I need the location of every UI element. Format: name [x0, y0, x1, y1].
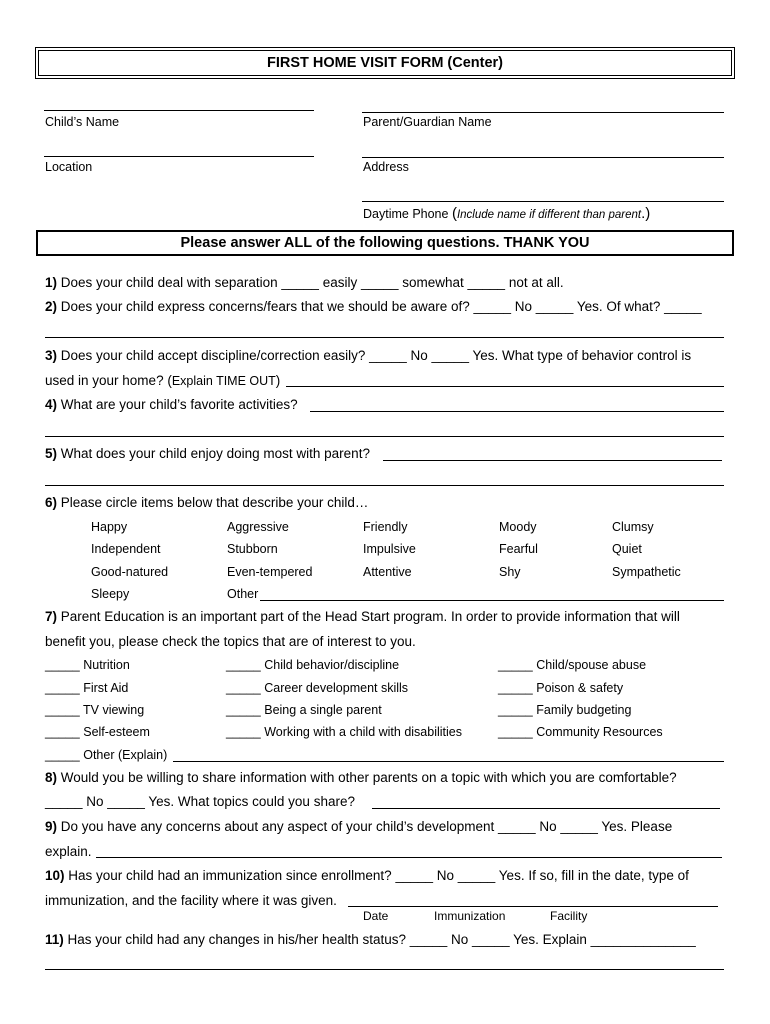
form-title-box: [35, 47, 735, 79]
q5-number: 5): [45, 446, 58, 461]
question-3-cont: [45, 373, 280, 388]
topic-child-spouse-abuse[interactable]: _____ Child/spouse abuse: [498, 658, 647, 672]
topic-poison-safety[interactable]: _____ Poison & safety: [498, 681, 624, 695]
q11-text: Has your child had any changes in his/her health status? _____ No _____ Yes. Explain ______________: [67, 932, 696, 947]
topic-nutrition[interactable]: _____ Nutrition: [45, 658, 130, 672]
question-3: [45, 348, 691, 363]
topic-community-resources[interactable]: _____ Community Resources: [498, 725, 663, 739]
trait-shy[interactable]: Shy: [499, 565, 521, 579]
topic-tv-viewing[interactable]: _____ TV viewing: [45, 703, 145, 717]
question-9-cont: explain.: [45, 844, 92, 859]
topic-disabilities[interactable]: _____ Working with a child with disabilities: [226, 725, 462, 739]
q3-text2b: Explain TIME OUT: [171, 374, 276, 388]
daytime-phone-note: Include name if different than parent: [456, 209, 642, 221]
trait-friendly[interactable]: Friendly: [363, 520, 408, 534]
trait-moody[interactable]: Moody: [499, 520, 537, 534]
q1-number: 1): [45, 275, 58, 290]
q9-answer-line[interactable]: [96, 857, 722, 858]
topic-career-development[interactable]: _____ Career development skills: [226, 681, 409, 695]
parent-name-label: Parent/Guardian Name: [363, 115, 492, 129]
question-10-cont: immunization, and the facility where it was given.: [45, 893, 337, 908]
trait-independent[interactable]: Independent: [91, 542, 161, 556]
topic-other-line[interactable]: [173, 761, 724, 762]
daytime-phone-label: [363, 205, 650, 222]
q4-answer-line-2[interactable]: [45, 436, 724, 437]
question-4: [45, 397, 298, 412]
form-title: FIRST HOME VISIT FORM (Center): [266, 55, 504, 71]
q6-text: Please circle items below that describe your child…: [60, 495, 369, 510]
q2-text: Does your child express concerns/fears that we should be aware of? _____ No _____ Yes. Of what? _____: [60, 299, 702, 314]
paren-open: (: [451, 205, 457, 222]
q7-number: 7): [45, 609, 58, 624]
address-label: Address: [363, 160, 409, 174]
q3-answer-line[interactable]: [286, 386, 724, 387]
parent-name-line[interactable]: [362, 112, 724, 113]
q2-number: 2): [45, 299, 58, 314]
address-line[interactable]: [362, 157, 724, 158]
q4-answer-line[interactable]: [310, 411, 724, 412]
q5-answer-line[interactable]: [383, 460, 722, 461]
q5-text: What does your child enjoy doing most with parent?: [60, 446, 370, 461]
q9-number: 9): [45, 819, 58, 834]
question-6: [45, 495, 368, 510]
trait-happy[interactable]: Happy: [91, 520, 128, 534]
trait-other[interactable]: Other: [227, 587, 259, 601]
question-7-cont: benefit you, please check the topics that are of interest to you.: [45, 634, 416, 649]
question-2: [45, 299, 702, 314]
trait-other-line[interactable]: [260, 600, 724, 601]
q3-text2c: ): [275, 373, 281, 388]
q7-text: Parent Education is an important part of the Head Start program. In order to provide information that will: [60, 609, 680, 624]
q10-answer-line[interactable]: [348, 906, 718, 907]
trait-attentive[interactable]: Attentive: [363, 565, 412, 579]
q6-number: 6): [45, 495, 58, 510]
trait-impulsive[interactable]: Impulsive: [363, 542, 416, 556]
trait-clumsy[interactable]: Clumsy: [612, 520, 654, 534]
question-10: [45, 868, 689, 883]
q9-text: Do you have any concerns about any aspect of your child’s development _____ No _____ Yes. Please: [60, 819, 673, 834]
trait-even-tempered[interactable]: Even-tempered: [227, 565, 313, 579]
trait-stubborn[interactable]: Stubborn: [227, 542, 278, 556]
trait-sleepy[interactable]: Sleepy: [91, 587, 130, 601]
q11-number: 11): [45, 932, 64, 947]
childs-name-label: Child’s Name: [45, 115, 120, 129]
daytime-phone-text: Daytime Phone: [363, 207, 449, 221]
q10-number: 10): [45, 868, 65, 883]
instructions-text: Please answer ALL of the following questions. THANK YOU: [180, 235, 590, 251]
q3-text2a: used in your home? (: [45, 373, 172, 388]
q8-answer-line[interactable]: [372, 808, 720, 809]
q10-sub-immunization: Immunization: [434, 909, 506, 923]
topic-family-budgeting[interactable]: _____ Family budgeting: [498, 703, 632, 717]
topic-self-esteem[interactable]: _____ Self-esteem: [45, 725, 150, 739]
topic-child-behavior[interactable]: _____ Child behavior/discipline: [226, 658, 400, 672]
topic-single-parent[interactable]: _____ Being a single parent: [226, 703, 382, 717]
childs-name-line[interactable]: [44, 110, 314, 111]
paren-close: .): [641, 205, 651, 222]
q10-sub-facility: Facility: [550, 909, 588, 923]
q10-text: Has your child had an immunization since enrollment? _____ No _____ Yes. If so, fill in the date, type of: [68, 868, 689, 883]
q4-number: 4): [45, 397, 58, 412]
q4-text: What are your child’s favorite activities?: [60, 397, 298, 412]
topic-first-aid[interactable]: _____ First Aid: [45, 681, 129, 695]
location-line[interactable]: [44, 156, 314, 157]
q8-text: Would you be willing to share information with other parents on a topic with which you are comfortable?: [60, 770, 677, 785]
q3-text: Does your child accept discipline/correction easily? _____ No _____ Yes. What type of behavior control is: [60, 348, 692, 363]
question-8: [45, 770, 677, 785]
trait-good-natured[interactable]: Good-natured: [91, 565, 169, 579]
q2-answer-line[interactable]: [45, 337, 724, 338]
question-1: [45, 275, 564, 290]
q5-answer-line-2[interactable]: [45, 485, 724, 486]
trait-aggressive[interactable]: Aggressive: [227, 520, 289, 534]
question-9: [45, 819, 672, 834]
trait-sympathetic[interactable]: Sympathetic: [612, 565, 681, 579]
instructions-box: [36, 230, 734, 256]
trait-fearful[interactable]: Fearful: [499, 542, 538, 556]
question-7: [45, 609, 680, 624]
q8-number: 8): [45, 770, 58, 785]
location-label: Location: [45, 160, 93, 174]
question-5: [45, 446, 370, 461]
daytime-phone-line[interactable]: [362, 201, 724, 202]
question-11: [45, 932, 696, 947]
trait-quiet[interactable]: Quiet: [612, 542, 642, 556]
q11-answer-line[interactable]: [45, 969, 724, 970]
q3-number: 3): [45, 348, 58, 363]
question-8-cont: _____ No _____ Yes. What topics could you share?: [45, 794, 355, 809]
q10-sub-date: Date: [363, 909, 389, 923]
topic-other[interactable]: _____ Other (Explain): [45, 748, 168, 762]
q1-text: Does your child deal with separation _____ easily _____ somewhat _____ not at all.: [60, 275, 564, 290]
